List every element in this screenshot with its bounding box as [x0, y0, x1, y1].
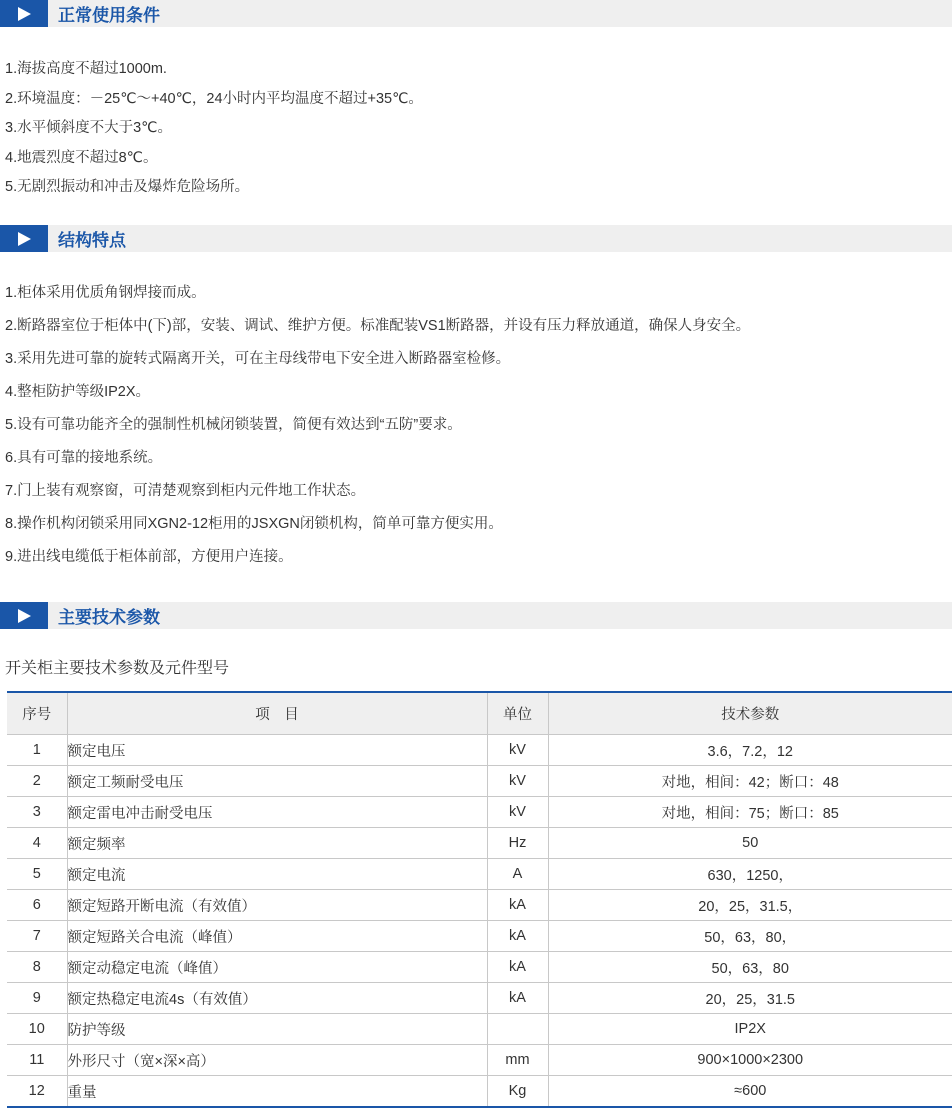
- header-unit: 单位: [487, 692, 548, 735]
- table-row: [7, 828, 952, 859]
- cell-no: 7: [7, 921, 67, 952]
- section-header-technical-parameters: [0, 602, 952, 629]
- cell-no: 4: [7, 828, 67, 859]
- list-item: 2.环境温度：－25℃～+40℃，24小时内平均温度不超过+35℃。: [5, 90, 423, 107]
- cell-no: 11: [7, 1045, 67, 1076]
- cell-unit: kV: [487, 766, 548, 797]
- section-header-usage-conditions: [0, 0, 952, 27]
- header-no: 序号: [7, 692, 67, 735]
- cell-no: 9: [7, 983, 67, 1014]
- list-item: 7.门上装有观察窗，可清楚观察到柜内元件地工作状态。: [5, 483, 366, 499]
- cell-value: 50，63，80: [548, 952, 952, 983]
- cell-no: 3: [7, 797, 67, 828]
- cell-no: 6: [7, 890, 67, 921]
- cell-value: 3.6，7.2，12: [548, 735, 952, 766]
- cell-value: 50，63，80，: [548, 921, 952, 952]
- cell-unit: kV: [487, 797, 548, 828]
- cell-item: 重量: [67, 1076, 487, 1108]
- header-params: 技术参数: [548, 692, 952, 735]
- cell-item: 外形尺寸（宽×深×高）: [67, 1045, 487, 1076]
- list-item: 1.柜体采用优质角钢焊接而成。: [5, 285, 206, 301]
- cell-unit: [487, 1014, 548, 1045]
- cell-value: 630，1250，: [548, 859, 952, 890]
- table-row: [7, 952, 952, 983]
- table-row: [7, 983, 952, 1014]
- cell-item: 额定短路关合电流（峰值）: [67, 921, 487, 952]
- cell-unit: mm: [487, 1045, 548, 1076]
- cell-value: 20，25，31.5，: [548, 890, 952, 921]
- cell-item: 额定动稳定电流（峰值）: [67, 952, 487, 983]
- cell-item: 额定电流: [67, 859, 487, 890]
- table-row: [7, 766, 952, 797]
- cell-unit: A: [487, 859, 548, 890]
- section-marker: [0, 602, 48, 629]
- table-row: [7, 1076, 952, 1108]
- cell-item: 额定热稳定电流4s（有效值）: [67, 983, 487, 1014]
- cell-value: IP2X: [548, 1014, 952, 1045]
- list-item: 3.采用先进可靠的旋转式隔离开关，可在主母线带电下安全进入断路器室检修。: [5, 351, 511, 367]
- cell-no: 12: [7, 1076, 67, 1108]
- cell-no: 2: [7, 766, 67, 797]
- list-item: 9.进出线电缆低于柜体前部，方便用户连接。: [5, 549, 293, 565]
- cell-value: 50: [548, 828, 952, 859]
- cell-value: 20，25，31.5: [548, 983, 952, 1014]
- list-item: 1.海拔高度不超过1000m.: [5, 61, 167, 77]
- cell-unit: Kg: [487, 1076, 548, 1108]
- cell-unit: kA: [487, 890, 548, 921]
- list-item: 4.整柜防护等级IP2X。: [5, 384, 151, 400]
- table-row: [7, 797, 952, 828]
- list-item: 3.水平倾斜度不大于3℃。: [5, 120, 172, 136]
- table-caption: 开关柜主要技术参数及元件型号: [5, 660, 230, 677]
- cell-value: 900×1000×2300: [548, 1045, 952, 1076]
- section-marker: [0, 0, 48, 27]
- cell-item: 额定电压: [67, 735, 487, 766]
- table-header-row: [7, 692, 952, 735]
- list-item: 5.无剧烈振动和冲击及爆炸危险场所。: [5, 179, 250, 195]
- list-item: 8.操作机构闭锁采用同XGN2-12柜用的JSXGN闭锁机构，简单可靠方便实用。: [5, 516, 503, 532]
- cell-item: 额定短路开断电流（有效值）: [67, 890, 487, 921]
- cell-unit: kA: [487, 952, 548, 983]
- cell-no: 8: [7, 952, 67, 983]
- cell-no: 1: [7, 735, 67, 766]
- list-item: 2.断路器室位于柜体中(下)部，安装、调试、维护方便。标准配装VS1断路器，并设有压力释放通道，确保人身安全。: [5, 318, 751, 334]
- table-row: [7, 859, 952, 890]
- section-title: 主要技术参数: [58, 608, 160, 627]
- table-row: [7, 735, 952, 766]
- cell-value: 对地，相间：42；断口：48: [548, 766, 952, 797]
- usage-conditions-list: [5, 59, 423, 207]
- cell-unit: kA: [487, 983, 548, 1014]
- section-marker: [0, 225, 48, 252]
- list-item: 6.具有可靠的接地系统。: [5, 450, 163, 466]
- play-triangle-icon: [17, 609, 31, 623]
- cell-unit: kV: [487, 735, 548, 766]
- table-row: [7, 890, 952, 921]
- header-item: 项 目: [67, 692, 487, 735]
- play-triangle-icon: [17, 232, 31, 246]
- cell-unit: kA: [487, 921, 548, 952]
- section-title: 结构特点: [58, 231, 126, 250]
- cell-item: 额定雷电冲击耐受电压: [67, 797, 487, 828]
- table-row: [7, 1014, 952, 1045]
- play-triangle-icon: [17, 7, 31, 21]
- table-row: [7, 921, 952, 952]
- cell-no: 10: [7, 1014, 67, 1045]
- list-item: 5.设有可靠功能齐全的强制性机械闭锁装置，简便有效达到“五防”要求。: [5, 417, 462, 433]
- cell-value: 对地，相间：75；断口：85: [548, 797, 952, 828]
- list-item: 4.地震烈度不超过8℃。: [5, 149, 158, 166]
- cell-unit: Hz: [487, 828, 548, 859]
- section-title: 正常使用条件: [58, 6, 160, 25]
- cell-value: ≈600: [548, 1076, 952, 1108]
- cell-item: 额定工频耐受电压: [67, 766, 487, 797]
- structure-features-list: [5, 283, 750, 580]
- technical-parameters-table: [7, 691, 952, 1108]
- cell-no: 5: [7, 859, 67, 890]
- table-row: [7, 1045, 952, 1076]
- section-header-structure-features: [0, 225, 952, 252]
- cell-item: 额定频率: [67, 828, 487, 859]
- cell-item: 防护等级: [67, 1014, 487, 1045]
